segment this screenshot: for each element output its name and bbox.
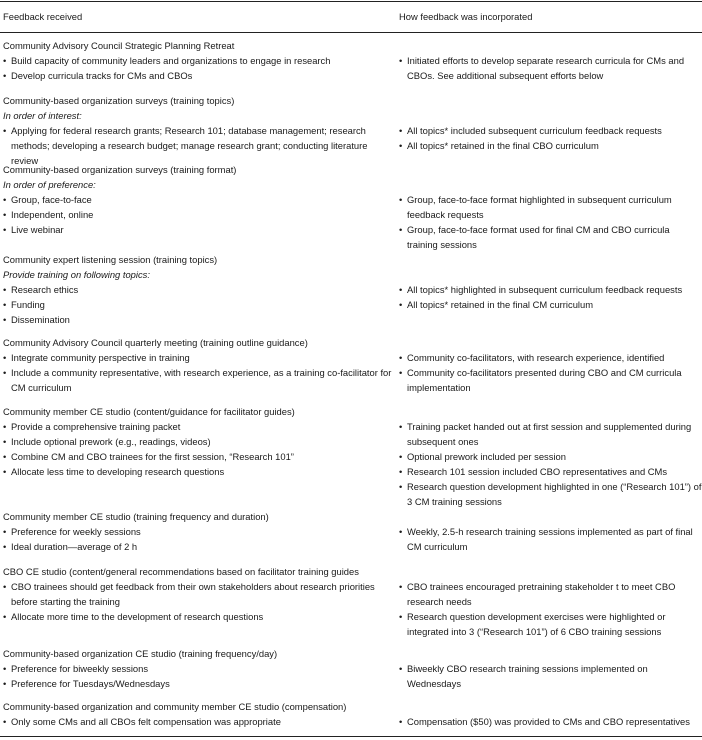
feedback-item: • Funding [3,299,45,310]
incorporation-item: • Group, face-to-face format highlighted in subsequent curriculum feedback requests [399,194,672,220]
feedback-cell [3,93,393,168]
bullet-icon: • [3,314,7,325]
feedback-item: • Preference for Tuesdays/Wednesdays [3,678,170,689]
source-note: Provide training on following topics: [3,269,150,280]
incorporation-cell [399,646,702,691]
bullet-icon: • [3,466,7,477]
incorporation-item: • Training packet handed out at first session and supplemented during subsequent ones [399,421,692,447]
feedback-cell [3,404,393,479]
feedback-item: • Research ethics [3,284,79,295]
incorporation-item: • Initiated efforts to develop separate research curricula for CMs and CBOs. See additional subsequent efforts below [399,55,685,81]
bullet-icon: • [399,716,403,727]
bullet-icon: • [399,611,403,622]
incorporation-cell [399,404,702,509]
bullet-icon: • [399,224,403,235]
bullet-icon: • [3,70,7,81]
feedback-item: • Include optional prework (e.g., readings, videos) [3,436,211,447]
bullet-icon: • [399,284,403,295]
feedback-item: • Preference for weekly sessions [3,526,141,537]
incorporation-cell [399,252,702,312]
source-title: Community-based organization CE studio (training frequency/day) [3,648,278,659]
bullet-icon: • [399,194,403,205]
bullet-icon: • [3,716,7,727]
source-title: Community Advisory Council Strategic Planning Retreat [3,40,235,51]
incorporation-item: • All topics* included subsequent curriculum feedback requests [399,125,662,136]
feedback-item: • Independent, online [3,209,94,220]
incorporation-cell [399,699,702,729]
bullet-icon: • [3,526,7,537]
feedback-cell [3,38,393,83]
header-how-incorporated: How feedback was incorporated [399,11,533,22]
bullet-icon: • [3,125,7,136]
feedback-cell [3,646,393,691]
incorporation-item: • CBO trainees encouraged pretraining stakeholder t to meet CBO research needs [399,581,676,607]
source-note: In order of preference: [3,179,96,190]
incorporation-item: • Research question development exercises were highlighted or integrated into 3 (“Research 101”) of 6 CBO training sessions [399,611,666,637]
incorporation-item: • Research question development highlighted in one (“Research 101”) of 3 CM training sessions [399,481,702,507]
feedback-cell [3,509,393,554]
incorporation-item: • Biweekly CBO research training sessions implemented on Wednesdays [399,663,648,689]
feedback-cell [3,252,393,327]
header-rule [0,32,702,33]
incorporation-item: • Community co-facilitators presented during CBO and CM curricula implementation [399,367,682,393]
source-title: CBO CE studio (content/general recommendations based on facilitator training guides [3,566,359,577]
bullet-icon: • [3,421,7,432]
table-top-rule [0,1,702,2]
bullet-icon: • [3,224,7,235]
bullet-icon: • [3,611,7,622]
feedback-item: • Integrate community perspective in training [3,352,190,363]
incorporation-item: • All topics* highlighted in subsequent curriculum feedback requests [399,284,683,295]
incorporation-cell [399,93,702,153]
feedback-item: • CBO trainees should get feedback from their own stakeholders about research priorities before starting the training [3,581,375,607]
bullet-icon: • [3,209,7,220]
bullet-icon: • [399,466,403,477]
source-title: Community expert listening session (training topics) [3,254,218,265]
bullet-icon: • [3,194,7,205]
feedback-item: • Only some CMs and all CBOs felt compensation was appropriate [3,716,281,727]
source-title: Community member CE studio (training frequency and duration) [3,511,269,522]
incorporation-item: • Compensation ($50) was provided to CMs and CBO representatives [399,716,690,727]
feedback-item: • Applying for federal research grants; Research 101; database management; research methods; developing a research budget; manage research grant; conducting literature review [3,125,368,166]
bullet-icon: • [399,55,403,66]
source-title: Community-based organization surveys (training format) [3,164,237,175]
feedback-item: • Allocate less time to developing research questions [3,466,225,477]
bullet-icon: • [399,125,403,136]
feedback-item: • Combine CM and CBO trainees for the first session, “Research 101” [3,451,294,462]
bullet-icon: • [3,541,7,552]
bullet-icon: • [399,451,403,462]
incorporation-item: • All topics* retained in the final CM curriculum [399,299,594,310]
incorporation-cell [399,335,702,395]
feedback-cell [3,564,393,624]
bullet-icon: • [3,352,7,363]
feedback-item: • Preference for biweekly sessions [3,663,149,674]
bullet-icon: • [3,299,7,310]
feedback-cell [3,335,393,395]
bullet-icon: • [399,367,403,378]
incorporation-item: • All topics* retained in the final CBO curriculum [399,140,599,151]
incorporation-item: • Research 101 session included CBO representatives and CMs [399,466,668,477]
source-title: Community-based organization surveys (training topics) [3,95,235,106]
feedback-item: • Group, face-to-face [3,194,92,205]
incorporation-item: • Community co-facilitators, with research experience, identified [399,352,665,363]
incorporation-item: • Optional prework included per session [399,451,566,462]
bullet-icon: • [3,55,7,66]
bullet-icon: • [399,140,403,151]
feedback-item: • Live webinar [3,224,64,235]
incorporation-cell [399,509,702,554]
bullet-icon: • [3,367,7,378]
feedback-cell [3,162,393,237]
table-bottom-rule [0,736,702,737]
incorporation-cell [399,162,702,252]
header-feedback-received: Feedback received [3,11,83,22]
source-title: Community member CE studio (content/guidance for facilitator guides) [3,406,295,417]
feedback-cell [3,699,393,729]
feedback-item: • Build capacity of community leaders and organizations to engage in research [3,55,331,66]
feedback-item: • Provide a comprehensive training packet [3,421,181,432]
bullet-icon: • [399,299,403,310]
incorporation-item: • Group, face-to-face format used for final CM and CBO curricula training sessions [399,224,670,250]
bullet-icon: • [3,581,7,592]
bullet-icon: • [399,663,403,674]
source-title: Community-based organization and community member CE studio (compensation) [3,701,347,712]
feedback-item: • Develop curricula tracks for CMs and CBOs [3,70,193,81]
bullet-icon: • [399,352,403,363]
bullet-icon: • [399,526,403,537]
feedback-item: • Dissemination [3,314,70,325]
bullet-icon: • [3,284,7,295]
bullet-icon: • [399,581,403,592]
bullet-icon: • [399,421,403,432]
bullet-icon: • [3,436,7,447]
incorporation-item: • Weekly, 2.5-h research training sessions implemented as part of final CM curriculum [399,526,693,552]
incorporation-cell [399,564,702,639]
bullet-icon: • [399,481,403,492]
feedback-item: • Allocate more time to the development of research questions [3,611,264,622]
source-note: In order of interest: [3,110,82,121]
bullet-icon: • [3,451,7,462]
feedback-item: • Include a community representative, with research experience, as a training co-facilitator for CM curriculum [3,367,392,393]
bullet-icon: • [3,678,7,689]
bullet-icon: • [3,663,7,674]
feedback-item: • Ideal duration—average of 2 h [3,541,138,552]
source-title: Community Advisory Council quarterly meeting (training outline guidance) [3,337,308,348]
incorporation-cell [399,38,702,83]
